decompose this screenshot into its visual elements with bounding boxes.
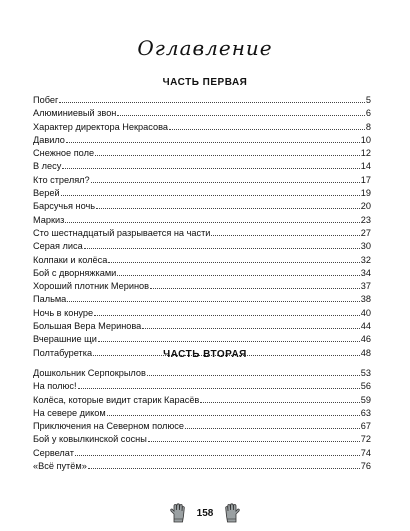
- toc-entry-page: 30: [360, 241, 371, 252]
- toc-entry-page: 76: [360, 461, 371, 472]
- page-footer: [0, 503, 410, 523]
- page-title: Оглавление: [137, 36, 273, 60]
- toc-entry: [33, 279, 371, 292]
- toc-entry-page: 5: [365, 95, 371, 105]
- toc-entry: [33, 306, 371, 319]
- toc-entry-title: Кто стрелял?: [33, 174, 90, 185]
- toc-entry-title: Пальма: [33, 294, 67, 305]
- dot-leader: [62, 159, 359, 169]
- toc-entry-title: Характер директора Некрасова: [33, 121, 168, 132]
- toc-entry: [33, 419, 371, 432]
- toc-entry-page: 20: [360, 201, 371, 212]
- dot-leader: [150, 279, 360, 289]
- toc-entry-title: Бой с дворняжками: [33, 267, 117, 278]
- toc-entry-title: Вчерашние щи: [33, 334, 97, 345]
- toc-entry: [33, 93, 371, 106]
- page-number: 158: [196, 507, 214, 519]
- part-one-heading: ЧАСТЬ ПЕРВАЯ: [162, 77, 248, 88]
- toc-entry-page: 67: [360, 421, 371, 432]
- dot-leader: [75, 446, 360, 456]
- toc-entry: [33, 446, 371, 459]
- toc-entry-title: Колёса, которые видит старик Карасёв: [33, 394, 200, 405]
- dot-leader: [67, 292, 359, 302]
- toc-entry: [33, 239, 371, 252]
- toc-entry-page: 40: [360, 307, 371, 318]
- dot-leader: [142, 319, 359, 329]
- toc-entry: [33, 186, 371, 199]
- toc-entry-page: 14: [360, 161, 371, 172]
- toc-entry: [33, 253, 371, 266]
- toc-entry-title: Барсучья ночь: [33, 201, 96, 212]
- toc-entry: [33, 120, 371, 133]
- part-one-list: [33, 93, 371, 359]
- toc-entry-title: Маркиз: [33, 214, 65, 225]
- dot-leader: [211, 226, 359, 236]
- dot-leader: [65, 213, 359, 223]
- toc-entry-page: 32: [360, 254, 371, 265]
- dot-leader: [169, 120, 365, 130]
- toc-entry-page: 6: [365, 108, 371, 119]
- toc-entry-title: Дошкольник Серпокрылов: [33, 368, 146, 378]
- toc-entry: [33, 133, 371, 146]
- dot-leader: [61, 186, 360, 196]
- toc-entry-title: Полтабуретка: [33, 347, 93, 358]
- toc-entry-page: 8: [365, 121, 371, 132]
- toc-entry: [33, 366, 371, 379]
- glove-icon: [223, 503, 241, 523]
- toc-entry: [33, 432, 371, 445]
- dot-leader: [96, 199, 360, 209]
- toc-entry: [33, 173, 371, 186]
- toc-entry-title: Колпаки и колёса: [33, 254, 108, 265]
- dot-leader: [95, 146, 360, 156]
- toc-entry: [33, 146, 371, 159]
- toc-entry-title: Верей: [33, 188, 60, 199]
- toc-entry: [33, 379, 371, 392]
- toc-entry: [33, 406, 371, 419]
- toc-entry-title: Приключения на Северном полюсе: [33, 421, 185, 432]
- dot-leader: [107, 406, 360, 416]
- toc-entry-page: 19: [360, 188, 371, 199]
- toc-entry-page: 63: [360, 407, 371, 418]
- toc-entry-page: 59: [360, 394, 371, 405]
- toc-entry-page: 10: [360, 134, 371, 145]
- toc-entry-title: Алюминиевый звон: [33, 108, 117, 119]
- toc-entry-title: На полюс!: [33, 381, 77, 392]
- toc-entry: [33, 159, 371, 172]
- dot-leader: [94, 306, 360, 316]
- dot-leader: [91, 173, 360, 183]
- dot-leader: [148, 432, 360, 442]
- toc-entry-page: 37: [360, 281, 371, 292]
- toc-entry-page: 12: [360, 148, 371, 159]
- toc-entry-page: 34: [360, 267, 371, 278]
- toc-entry-title: Снежное поле: [33, 148, 95, 159]
- toc-entry-page: 38: [360, 294, 371, 305]
- toc-entry-title: Ночь в конуре: [33, 307, 94, 318]
- toc-entry-page: 17: [360, 174, 371, 185]
- toc-entry: [33, 319, 371, 332]
- toc-entry-page: 44: [360, 321, 371, 332]
- toc-entry-page: 48: [360, 347, 371, 358]
- toc-entry: [33, 292, 371, 305]
- part-two-list: [33, 366, 371, 472]
- toc-entry-title: Давило: [33, 134, 65, 145]
- toc-entry: [33, 226, 371, 239]
- toc-entry-page: 56: [360, 381, 371, 392]
- toc-entry-title: В лесу: [33, 161, 62, 172]
- glove-icon: [169, 503, 187, 523]
- toc-entry: [33, 393, 371, 406]
- toc-entry: [33, 106, 371, 119]
- toc-entry-title: На севере диком: [33, 407, 106, 418]
- dot-leader: [185, 419, 360, 429]
- part-two-heading: ЧАСТЬ ВТОРАЯ: [163, 349, 247, 360]
- dot-leader: [200, 393, 359, 403]
- toc-entry-page: 46: [360, 334, 371, 345]
- toc-entry-title: Сто шестнадцатый разрывается на части: [33, 227, 211, 238]
- toc-entry-title: Хороший плотник Меринов: [33, 281, 150, 292]
- dot-leader: [147, 366, 360, 376]
- dot-leader: [59, 93, 365, 103]
- toc-entry-title: Бой у ковылкинской сосны: [33, 434, 147, 445]
- dot-leader: [108, 253, 359, 263]
- toc-entry-title: «Всё путём»: [33, 461, 87, 472]
- toc-entry: [33, 199, 371, 212]
- toc-entry: [33, 332, 371, 345]
- dot-leader: [78, 379, 360, 389]
- toc-entry-page: 53: [360, 368, 371, 378]
- dot-leader: [66, 133, 360, 143]
- toc-entry-title: Серая лиса: [33, 241, 83, 252]
- toc-entry-page: 27: [360, 227, 371, 238]
- dot-leader: [117, 106, 364, 116]
- toc-entry: [33, 266, 371, 279]
- toc-entry-title: Побег: [33, 95, 59, 105]
- toc-entry: [33, 459, 371, 472]
- dot-leader: [84, 239, 360, 249]
- toc-entry-title: Большая Вера Меринова: [33, 321, 142, 332]
- toc-entry-title: Сервелат: [33, 447, 74, 458]
- toc-entry-page: 72: [360, 434, 371, 445]
- toc-entry-page: 74: [360, 447, 371, 458]
- dot-leader: [98, 332, 360, 342]
- toc-entry-page: 23: [360, 214, 371, 225]
- dot-leader: [117, 266, 359, 276]
- toc-entry: [33, 213, 371, 226]
- dot-leader: [88, 459, 360, 469]
